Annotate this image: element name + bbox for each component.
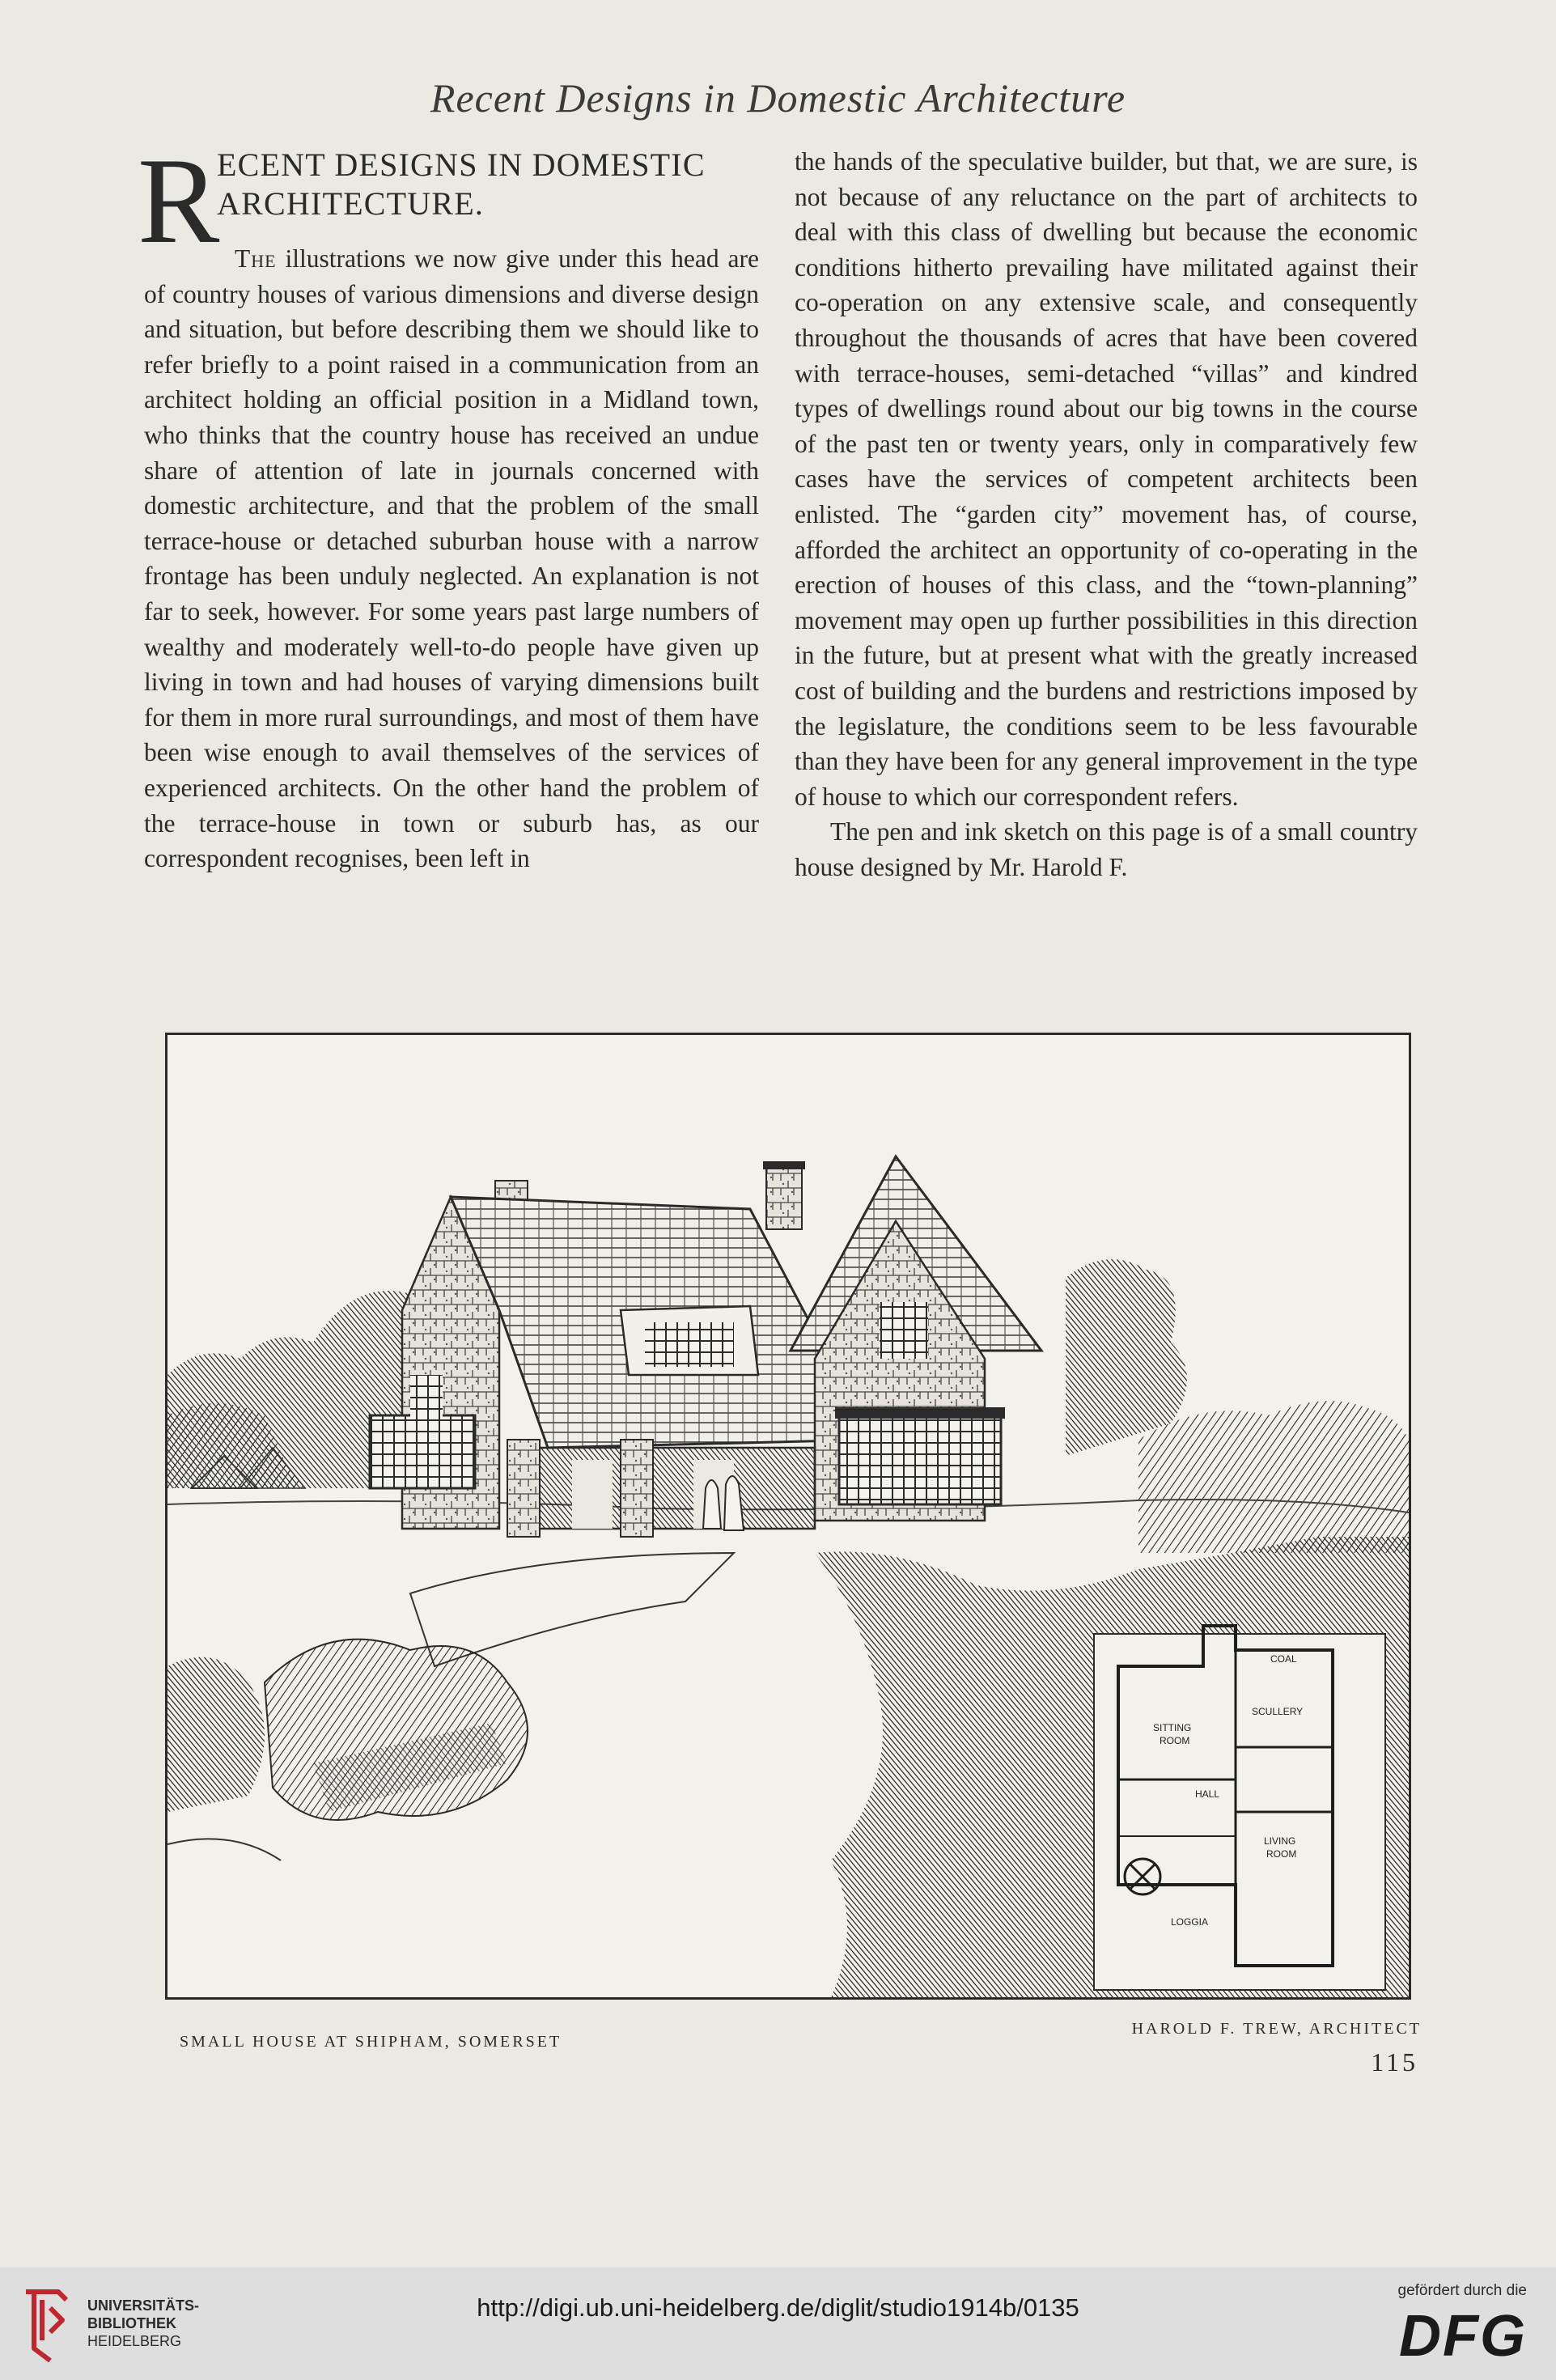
running-title: Recent Designs in Domestic Architecture: [430, 75, 1126, 121]
title-line-2: ARCHITECTURE.: [217, 185, 485, 222]
paragraph-1-body: illustrations we now give under this head are of country houses of various dimensions and diverse design and situation, but before describing them we should like to refer briefly to a point raised in a communication from an architect holding an official position in a Midland town, who thinks that the country house has received an undue share of attention of late in journals concerned with domestic architecture, and that the problem of the small terrace-house or detached suburban house with a narrow frontage has been unduly neglected. An explanation is not far to seek, however. For some years past large numbers of wealthy and moderately well-to-do people have given up living in town and had houses of varying dimensions built for them in more rural surroundings, and most of them have been wise enough to avail themselves of the services of experienced architects. On the other hand the problem of the terrace-house in town or suburb has, as our correspondent recognises, been left in: [144, 244, 760, 873]
house-sketch: [167, 1035, 1409, 1997]
library-line-1: UNIVERSITÄTS-: [87, 2297, 200, 2314]
article-title: [138, 133, 759, 269]
plan-label-living-2: ROOM: [1266, 1848, 1297, 1860]
plan-label-scullery: SCULLERY: [1252, 1706, 1304, 1717]
garden: [167, 1553, 734, 1860]
paragraph-lead: The: [235, 244, 277, 273]
source-url-link[interactable]: http://digi.ub.uni-heidelberg.de/diglit/studio1914b/0135: [477, 2293, 1079, 2322]
library-line-2: BIBLIOTHEK: [87, 2315, 176, 2331]
plan-label-loggia: LOGGIA: [1171, 1916, 1209, 1928]
plan-label-coal: COAL: [1270, 1653, 1297, 1665]
caption-architect: HAROLD F. TREW, ARCHITECT: [1131, 2020, 1422, 2038]
funded-by-text: gefördert durch die: [1397, 2282, 1527, 2299]
page-number: 115: [1371, 2047, 1418, 2077]
library-line-3: HEIDELBERG: [87, 2333, 182, 2349]
text-column-right: [795, 144, 1418, 885]
paragraph-2: The pen and ink sketch on this page is of a small country house designed by Mr. Harold F.: [795, 817, 1418, 881]
house: [370, 1156, 1041, 1537]
plan-label-hall: HALL: [1195, 1788, 1220, 1800]
dfg-logo[interactable]: DFG: [1399, 2304, 1527, 2369]
footer-bar: [0, 2268, 1556, 2380]
house-illustration: [165, 1033, 1411, 2000]
trees-right: [1066, 1259, 1409, 1553]
floor-plan: [1094, 1626, 1385, 1990]
drop-cap: R: [138, 133, 220, 269]
plan-label-living-1: LIVING: [1264, 1835, 1296, 1847]
text-column-left: [138, 133, 760, 876]
plan-label-sitting-1: SITTING: [1153, 1722, 1192, 1733]
caption-title: SMALL HOUSE AT SHIPHAM, SOMERSET: [180, 2033, 562, 2051]
title-line-1: ECENT DESIGNS IN DOMESTIC: [217, 146, 706, 183]
paragraph-1-continued: the hands of the speculative builder, but that, we are sure, is not because of any reluctance on the part of architects to deal with this class of dwelling but because the economic conditions hitherto prevailing have militated against their co-operation on any extensive scale, and consequently throughout the thousands of acres that have been covered with terrace-houses, semi-detached “villas” and kindred types of dwellings round about our big towns in the course of the past ten or twenty years, only in comparatively few cases have the services of competent architects been enlisted. The “garden city” movement has, of course, afforded the architect an opportunity of co-operating in the erection of houses of this class, and the “town-planning” movement may open up further possibilities in this direction in the future, but at present what with the greatly increased cost of building and the burdens and restrictions imposed by the legislature, the conditions seem to be less favourable than they have been for any general improvement in the type of house to which our correspondent refers.: [795, 147, 1418, 811]
paragraph-1: [144, 241, 759, 876]
plan-label-sitting-2: ROOM: [1160, 1735, 1190, 1746]
